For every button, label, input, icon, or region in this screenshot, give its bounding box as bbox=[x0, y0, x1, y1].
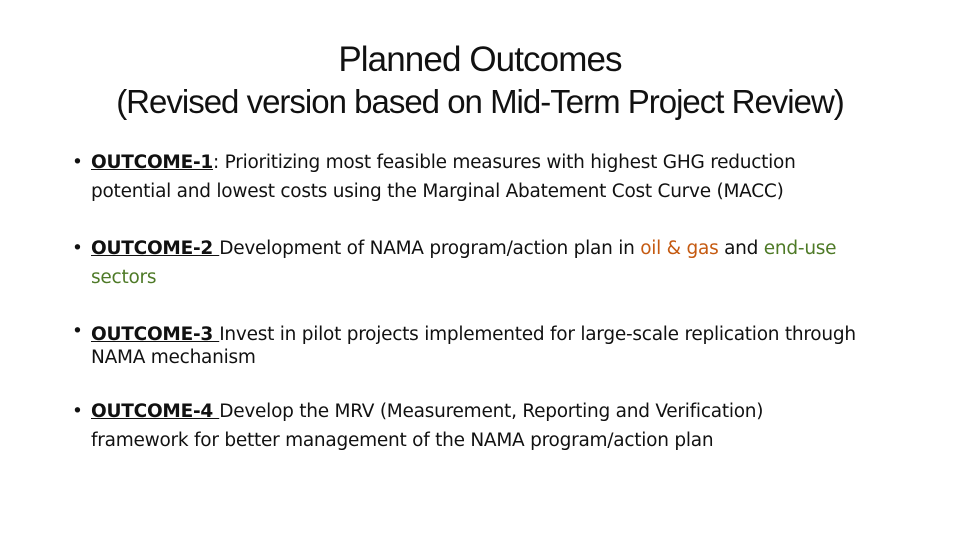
outcome-2-label: OUTCOME-2 bbox=[91, 238, 220, 259]
outcome-4-item bbox=[72, 397, 862, 455]
slide-subtitle: (Revised version based on Mid-Term Project Review) bbox=[116, 83, 844, 120]
outcome-2-highlight-oil-gas: oil & gas bbox=[640, 238, 719, 259]
outcome-4-label: OUTCOME-4 bbox=[91, 401, 220, 422]
outcome-1-item bbox=[72, 148, 862, 206]
slide-title: Planned Outcomes bbox=[338, 40, 622, 79]
outcome-2-text-before: Development of NAMA program/action plan in bbox=[219, 238, 641, 259]
outcome-1-label: OUTCOME-1 bbox=[91, 152, 214, 173]
outcomes-list bbox=[72, 148, 862, 455]
outcome-1-separator: : bbox=[213, 152, 225, 173]
outcome-3-label: OUTCOME-3 bbox=[91, 324, 220, 345]
outcome-3-text: Invest in pilot projects implemented for large-scale replication through NAMA mechanism bbox=[91, 324, 856, 368]
outcome-2-text-middle: and bbox=[718, 238, 764, 259]
outcome-1-text: Prioritizing most feasible measures with highest GHG reduction potential and lowest costs using the Marginal Abatement Cost Curve (MACC) bbox=[91, 152, 796, 202]
outcome-4-text: Develop the MRV (Measurement, Reporting and Verification) framework for better management of the NAMA program/action plan bbox=[91, 401, 764, 451]
outcome-3-item bbox=[72, 320, 862, 369]
outcome-2-highlight-end-use: end-use sectors bbox=[91, 238, 837, 288]
outcome-2-item bbox=[72, 234, 862, 292]
